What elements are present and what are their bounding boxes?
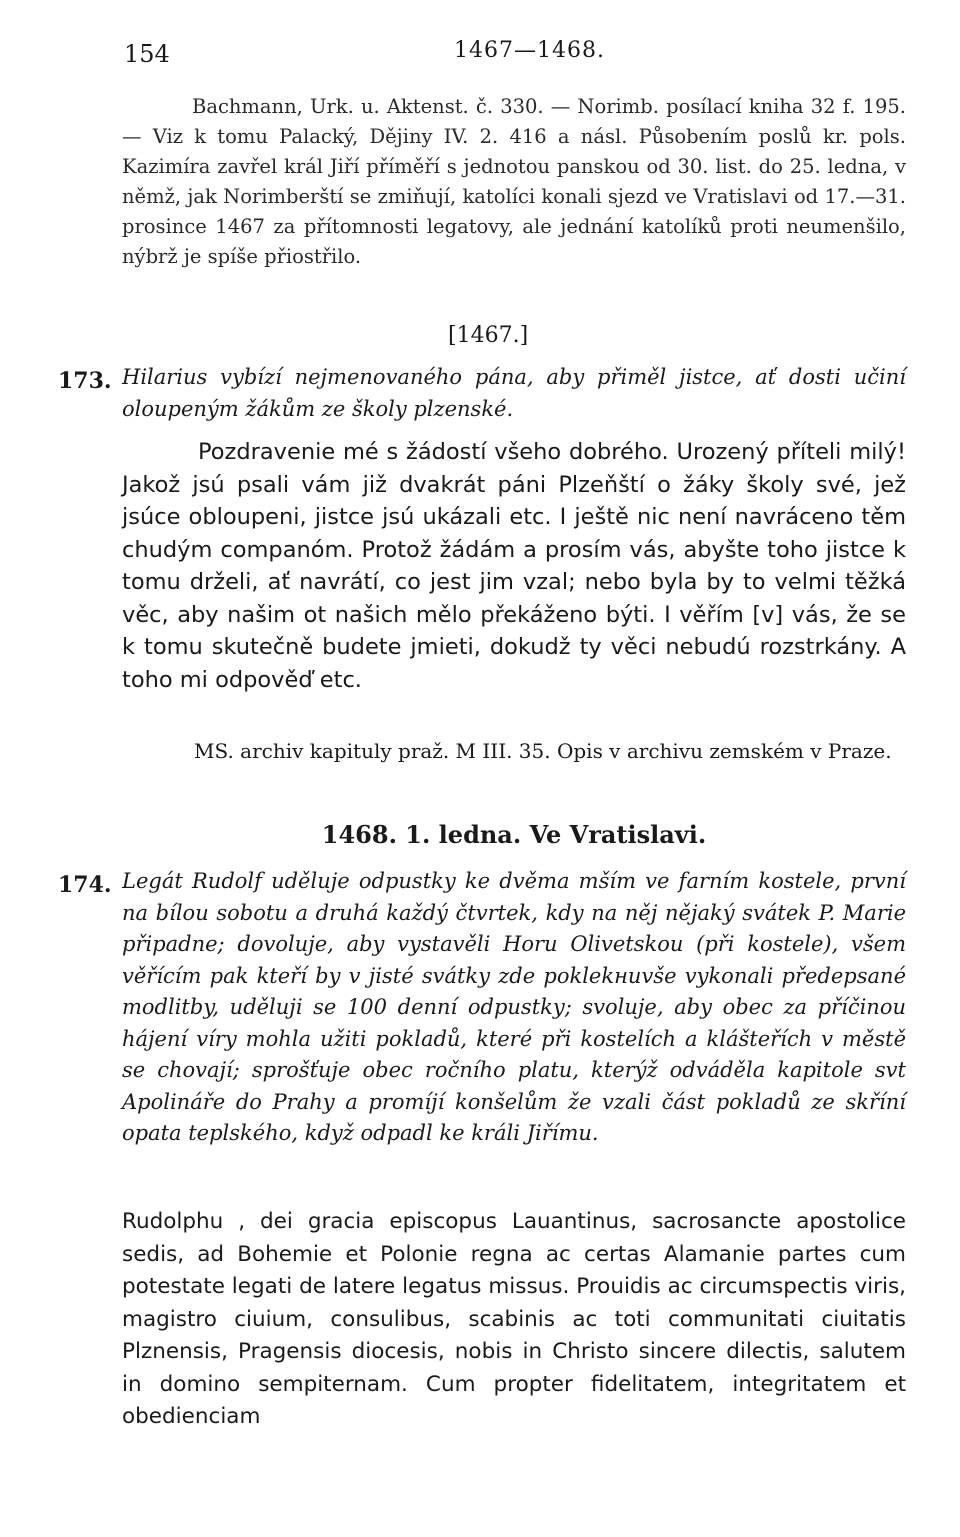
entry-173-date: [1467.] [448, 323, 529, 348]
entry-173-regest: Hilarius vybízí nejmenovaného pána, aby přiměl jistce, ať dosti učiní oloupeným žákům ze školy plzenské. [122, 365, 906, 421]
page-number: 154 [124, 40, 170, 68]
entry-173-number: 173. [58, 368, 112, 394]
running-head: 1467—1468. [454, 38, 605, 63]
entry-174-latin-text: Rudolphu , dei gracia episcopus Lauantinus, sacrosancte apostolice sedis, ad Bohemie et Polonie regna ac certas Alamanie partes cum potestate legati de latere legatus missus. Prouidis ac circumspectis viris, magistro ciuium, consulibus, scabinis ac toti communitati ciuitatis Plznensis, Pragensis diocesis, nobis in Christo sincere dilectis, salutem in domino sempiternam. Cum propter fidelitatem, integritatem et obedienciam [122, 1209, 906, 1429]
entry-173-source: MS. archiv kapituly praž. M III. 35. Opis v archivu zemském v Praze. [194, 739, 892, 763]
entry-174-regest: Legát Rudolf uděluje odpustky ke dvěma mším ve farním kostele, první na bílou sobotu a druhá každý čtvrtek, kdy na něj nějaký svátek P. Marie připadne; dovoluje, aby vystavěli Horu Olivetskou (při kostele), všem věřícím pak kteří by v jisté svátky zde poklekнuvše vykonali předepsané modlitby, uděluji se 100 denní odpustky; svoluje, aby obec za příčinou hájení víry mohla užiti pokladů, které při kostelích a klášteřích v městě se chovají; sprošťuje obec ročního platu, kterýž odváděla kapitole svt Apolináře do Prahy a promíjí konšelům že vzali část pokladů ze skříní opata teplského, když odpadl ke králi Jiřímu. [122, 869, 906, 1145]
previous-entry-note: Bachmann, Urk. u. Aktenst. č. 330. — Norimb. posílací kniha 32 f. 195. — Viz k tomu Palacký, Dějiny IV. 2. 416 a násl. Působením poslů kr. pols. Kazimíra zavřel král Jiří příměří s jednotou panskou od 30. list. do 25. ledna, v němž, jak Norimberští se zmiňují, katolíci konali sjezd ve Vratislavi od 17.—31. prosince 1467 za přítomnosti legatovy, ale jednání katolíků proti neumenšilo, nýbrž je spíše přiostřilo. [122, 95, 906, 268]
entry-174-number: 174. [58, 872, 112, 898]
entry-173-text: Pozdravenie mé s žádostí všeho dobrého. Urozený příteli milý! Jakož jsú psali vám již dvakrát páni Plzeňští o žáky školy své, jež jsúce oblоupeni, jistce jsú ukázali etc. I ještě nic není navráceno těm chudým companóm. Protož žádám a prosím vás, abyšte toho jistce k tomu drželi, ať navrátí, co jest jim vzal; nebo byla by to velmi těžká věc, aby našim ot našich mělo překáženo býti. I věřím [v] vás, že se k tomu skutečně budete jmieti, dokudž ty věci nebudú rozstrkány. A toho mi odpověď etc. [122, 439, 906, 693]
entry-174-date: 1468. 1. ledna. Ve Vratislavi. [321, 820, 707, 849]
